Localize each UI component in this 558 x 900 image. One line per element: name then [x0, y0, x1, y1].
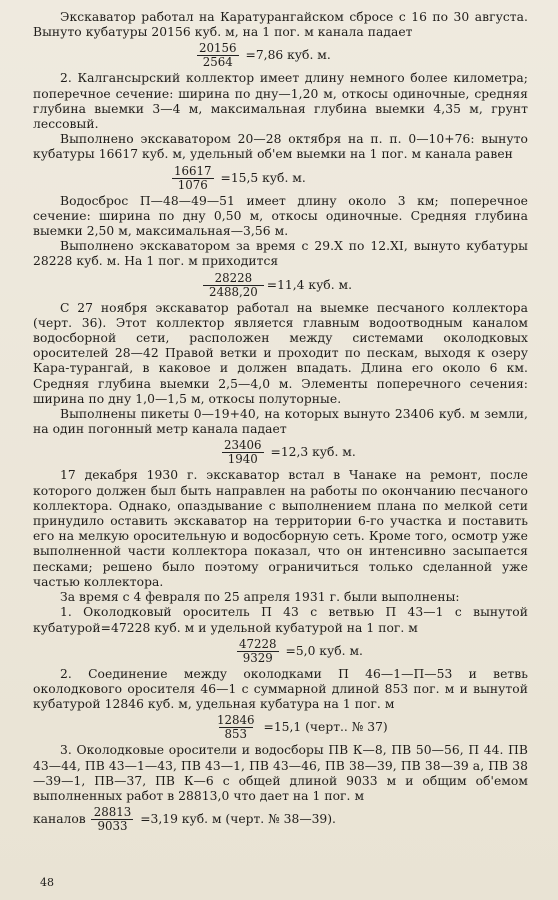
formula-1: $\frac{20156}{2564}$ =7,86 куб. м.	[193, 42, 528, 69]
formula-3: $\frac{28228}{2488,20}$ =11,4 куб. м.	[203, 272, 528, 299]
formula-2: $\frac{16617}{1076}$ =15,5 куб. м.	[168, 165, 528, 192]
fraction: $\frac{47228}{9329}$	[233, 638, 283, 665]
paragraph-excavator-november: Выполнено экскаватором за время с 29.X по 12.XI, вынуто кубатуры 28228 куб. м. На 1 пог. м приходится	[33, 239, 528, 269]
fraction: $\frac{28228}{2488,20}$	[203, 272, 264, 299]
fraction: $\frac{16617}{1076}$	[168, 165, 218, 192]
paragraph-karaturangai-spillway: Экскаватор работал на Каратурангайском сбросе с 16 по 30 августа. Вынуто кубатуры 20156 куб. м, на 1 пог. м канала падает	[33, 10, 528, 40]
fraction: $\frac{12846}{853}$	[217, 713, 255, 742]
paragraph-december-repair: 17 декабря 1930 г. экскаватор встал в Чанаке на ремонт, после которого должен был быть направлен на работы по окончанию песчаного коллектора. Однако, опаздывание с выполнением плана по мелкой сети принудило оставить экскаватор на территории 6-го участка и поставить его на мелкую оросительную и водосборную сеть. Кроме того, осмотр уже выполненной части коллектора показал, что он интенсивно засыпается песками; решено было поэтому ограничиться только сделанной уже частью коллектора.	[33, 468, 528, 589]
list-item-1: 1. Околодковый ороситель П 43 с ветвью П 43—1 с вынутой кубатурой=47228 куб. м и удельной кубатурой на 1 пог. м	[33, 605, 528, 635]
paragraph-period-feb-apr: За время с 4 февраля по 25 апреля 1931 г. были выполнены:	[60, 590, 460, 605]
formula-5: $\frac{47228}{9329}$ =5,0 куб. м.	[233, 638, 528, 665]
paragraph-spillway-p48: Водосброс П—48—49—51 имеет длину около 3 км; поперечное сечение: ширина по дну 0,50 м, откосы одиночные. Средняя глубина выемки 2,50 м, максимальная—3,56 м.	[33, 193, 528, 239]
fraction: $\frac{23406}{1940}$	[218, 439, 268, 466]
fraction: $\frac{28813}{9033}$	[88, 806, 138, 833]
paragraph-excavator-october: Выполнено экскаватором 20—28 октября на п. п. 0—10+76: вынуто кубатуры 16617 куб. м, удельный об'ем выемки на 1 пог. м канала равен	[33, 132, 528, 162]
formula-6: $\frac{12846}{853}$ =15,1 (черт.. № 37)	[211, 714, 528, 741]
formula-7: каналов $\frac{28813}{9033}$ =3,19 куб. м (черт. № 38—39).	[33, 805, 336, 834]
formula-4: $\frac{23406}{1940}$ =12,3 куб. м.	[218, 439, 528, 466]
paragraph-sand-collector: С 27 ноября экскаватор работал на выемке песчаного коллектора (черт. 36). Этот коллектор является главным водоотводным каналом водосборной сети, расположен между системами околодковых оросителей 28—42 Правой ветки и проходит по пескам, выходя к озеру Кара-турангай, в каковое и должен впадать. Длина его около 6 км. Средняя глубина выемки 2,5—4,0 м. Элементы поперечного сечения: ширина по дну 1,0—1,5 м, откосы полуторные.	[33, 300, 528, 406]
fraction: $\frac{20156}{2564}$	[193, 42, 243, 69]
page-number: 48	[40, 876, 54, 889]
paragraph-pickets: Выполнены пикеты 0—19+40, на которых вынуто 23406 куб. м земли, на один погонный метр канала падает	[33, 407, 528, 437]
list-item-3: 3. Околодковые оросители и водосборы ПВ К—8, ПВ 50—56, П 44. ПВ 43—44, ПВ 43—1—43, ПВ 43—1, ПВ 43—46, ПВ 38—39, ПВ 38—39 а, ПВ 38—39—1, ПВ—37, ПВ К—6 с общей длиной 9033 м и общим об'емом выполненных работ в 28813,0 что дает на 1 пог. м	[33, 743, 528, 803]
paragraph-kalgansyr-collector: 2. Калгансырский коллектор имеет длину немного более километра; поперечное сечение: ширина по дну—1,20 м, откосы одиночные, средняя глубина выемки 3—4 м, максимальная глубина выемки 4,35 м, грунт лессовый.	[33, 71, 528, 132]
list-item-2: 2. Соединение между околодками П 46—1—П—53 и ветвь околодкового оросителя 46—1 с суммарной длиной 853 пог. м и вынутой кубатурой 12846 куб. м, удельная кубатура на 1 пог. м	[33, 666, 528, 712]
